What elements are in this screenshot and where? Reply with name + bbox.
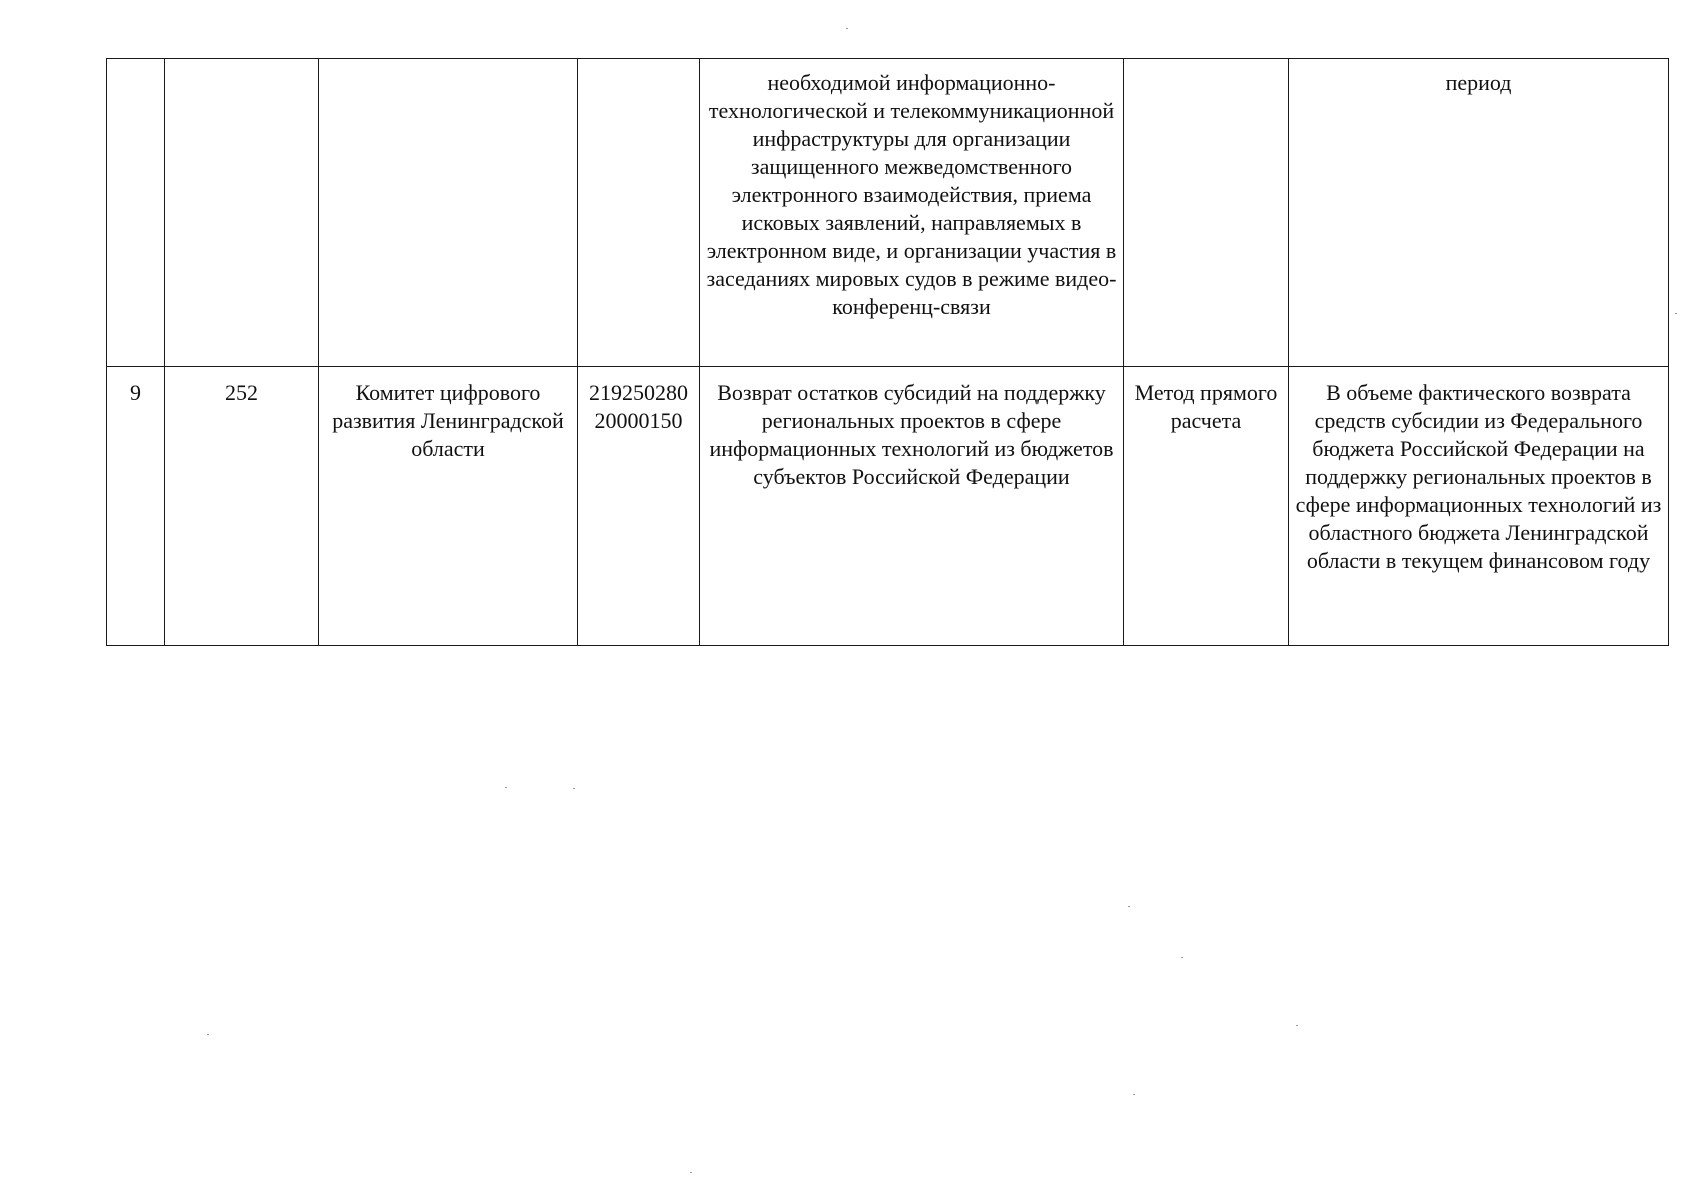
scan-speck	[1133, 1094, 1135, 1095]
cell-description: В объеме фактического возврата средств субсидии из Федерального бюджета Российской Федерации на поддержку региональных проектов в сфере информационных технологий из областного бюджета Ленинградской области в текущем финансовом году	[1289, 367, 1669, 646]
cell-method: Метод прямого расчета	[1124, 367, 1289, 646]
scan-speck	[690, 1172, 692, 1173]
cell-method	[1124, 59, 1289, 367]
table-row-9	[107, 367, 1669, 646]
table-row-continuation	[107, 59, 1669, 367]
cell-revenue-name: Возврат остатков субсидий на поддержку региональных проектов в сфере информационных технологий из бюджетов субъектов Российской Федерации	[700, 367, 1124, 646]
scan-speck	[573, 788, 575, 789]
cell-kbk	[578, 59, 700, 367]
revenue-table	[106, 58, 1669, 646]
cell-code: 252	[165, 367, 319, 646]
cell-num: 9	[107, 367, 165, 646]
scan-speck	[846, 28, 848, 29]
cell-description: период	[1289, 59, 1669, 367]
scan-speck	[1128, 906, 1130, 907]
scan-speck	[1675, 313, 1677, 314]
cell-num	[107, 59, 165, 367]
cell-code	[165, 59, 319, 367]
scan-speck	[207, 1034, 209, 1035]
scan-speck	[1296, 1025, 1298, 1026]
kbk-line-2: 20000150	[594, 408, 683, 433]
cell-organization: Комитет цифрового развития Ленинградской области	[319, 367, 578, 646]
kbk-line-1: 219250280	[589, 380, 688, 405]
scan-speck	[505, 787, 507, 788]
cell-revenue-name: необходимой информационно-технологической и телекоммуникационной инфраструктуры для организации защищенного межведомственного электронного взаимодействия, приема исковых заявлений, направляемых в электронном виде, и организации участия в заседаниях мировых судов в режиме видео-конференц-связи	[700, 59, 1124, 367]
cell-organization	[319, 59, 578, 367]
scan-speck	[1181, 957, 1183, 958]
cell-kbk	[578, 367, 700, 646]
